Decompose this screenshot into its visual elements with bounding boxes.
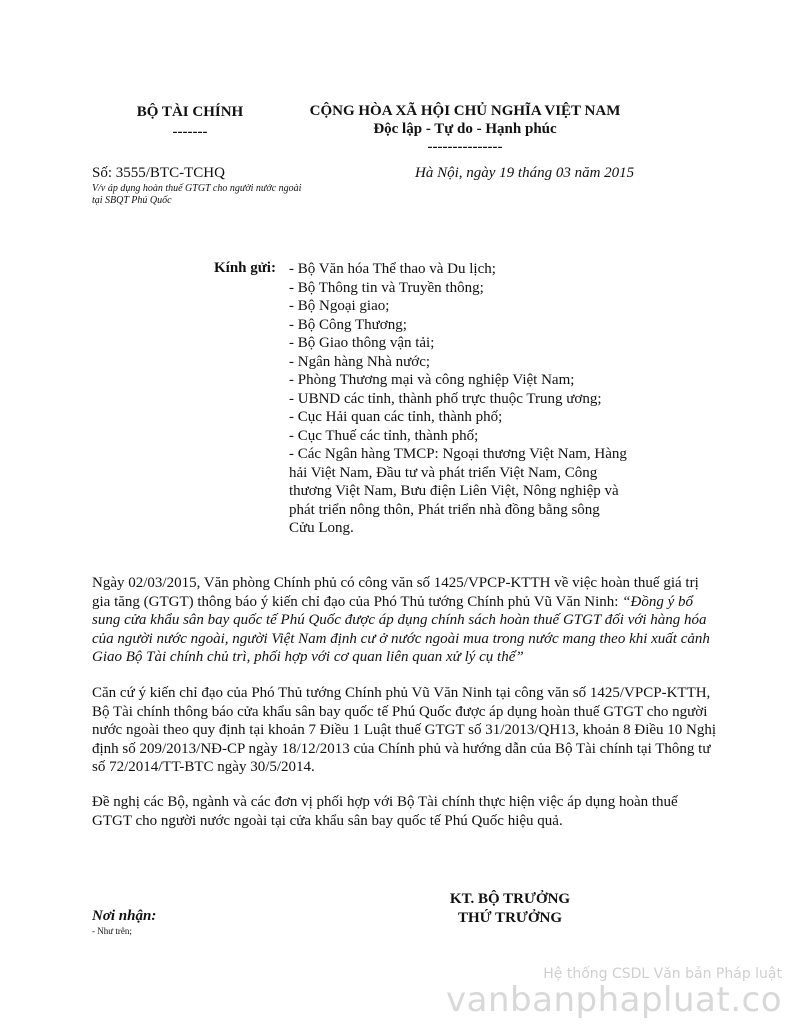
- motto-separator: ---------------: [427, 139, 503, 155]
- document-date: Hà Nội, ngày 19 tháng 03 năm 2015: [415, 165, 635, 181]
- recipients-list: [289, 260, 629, 538]
- recipient-item: - Bộ Văn hóa Thể thao và Du lịch;: [289, 261, 496, 277]
- watermark-line-2: vanbanphapluat.co: [446, 980, 782, 1020]
- ministry-name: BỘ TÀI CHÍNH: [136, 104, 244, 120]
- national-header: [300, 102, 630, 156]
- paragraph-1-intro: Ngày 02/03/2015, Văn phòng Chính phủ có công văn số 1425/VPCP-KTTH về việc hoàn thuế giá trị gia tăng (GTGT) thông báo ý kiến chỉ đạo của Phó Thủ tướng Chính phủ Vũ Văn Ninh:: [92, 575, 699, 610]
- recipient-item: - Cục Thuế các tỉnh, thành phố;: [289, 427, 479, 444]
- paragraph-1: [92, 574, 717, 667]
- signature-block: [425, 890, 595, 928]
- recipient-item: - Cục Hải quan các tỉnh, thành phố;: [289, 409, 503, 425]
- paragraph-2: Căn cứ ý kiến chỉ đạo của Phó Thủ tướng Chính phủ Vũ Văn Ninh tại công văn số 1425/VPCP-KTTH, Bộ Tài chính thông báo cửa khẩu sân bay quốc tế Phú Quốc được áp dụng hoàn thuế GTGT cho người nước ngoài theo quy định tại khoản 7 Điều 1 Luật thuế GTGT số 31/2013/QH13, khoản 8 Điều 10 Nghị định số 209/2013/NĐ-CP ngày 18/12/2013 của Chính phủ và hướng dẫn của Bộ Tài chính tại Thông tư số 72/2014/TT-BTC ngày 30/5/2014.: [92, 685, 717, 775]
- recipient-item: - Bộ Thông tin và Truyền thông;: [289, 279, 484, 296]
- country-name: CỘNG HÒA XÃ HỘI CHỦ NGHĨA VIỆT NAM: [309, 103, 621, 119]
- paragraph-3: Đề nghị các Bộ, ngành và các đơn vị phối hợp với Bộ Tài chính thực hiện việc áp dụng hoàn thuế GTGT cho người nước ngoài tại cửa khẩu sân bay quốc tế Phú Quốc hiệu quả.: [92, 794, 678, 829]
- motto: Độc lập - Tự do - Hạnh phúc: [373, 121, 557, 137]
- document-number: Số: 3555/BTC-TCHQ: [92, 165, 225, 181]
- watermark-line-1: Hệ thống CSDL Văn bản Pháp luật: [543, 966, 782, 982]
- recipients-footer-item: - Như trên;: [92, 926, 132, 936]
- paragraph-1-quote: “Đồng ý bổ sung cửa khẩu sân bay quốc tế Phú Quốc được áp dụng chính sách hoàn thuế GTGT đối với hàng hóa của người nước ngoài, người Việt Nam định cư ở nước ngoài mua trong nước mang theo khi xuất cảnh Giao Bộ Tài chính chủ trì, phối hợp với cơ quan liên quan xử lý cụ thể”: [92, 593, 710, 665]
- recipient-item: - Bộ Ngoại giao;: [289, 298, 390, 314]
- recipients-label: Kính gửi:: [214, 260, 276, 276]
- recipient-item: - UBND các tỉnh, thành phố trực thuộc Trung ương;: [289, 390, 602, 407]
- recipient-item: - Ngân hàng Nhà nước;: [289, 353, 431, 370]
- ministry-header: [120, 102, 260, 142]
- recipient-item: - Các Ngân hàng TMCP: Ngoại thương Việt Nam, Hàng hải Việt Nam, Đầu tư và phát triển Việt Nam, Công thương Việt Nam, Bưu điện Liên Việt, Nông nghiệp và phát triển nông thôn, Phát triển nhà đồng bằng sông Cửu Long.: [289, 446, 627, 536]
- ministry-separator: -------: [172, 124, 208, 140]
- recipient-item: - Bộ Giao thông vận tải;: [289, 335, 435, 351]
- recipient-item: - Phòng Thương mại và công nghiệp Việt Nam;: [289, 372, 575, 388]
- signature-line-1: KT. BỘ TRƯỞNG: [449, 891, 571, 907]
- recipient-item: - Bộ Công Thương;: [289, 316, 407, 333]
- document-subject: V/v áp dụng hoàn thuế GTGT cho người nước ngoài tại SBQT Phú Quốc: [92, 183, 302, 206]
- recipients-footer-title: Nơi nhận:: [92, 908, 157, 924]
- signature-line-2: THỨ TRƯỞNG: [457, 910, 563, 926]
